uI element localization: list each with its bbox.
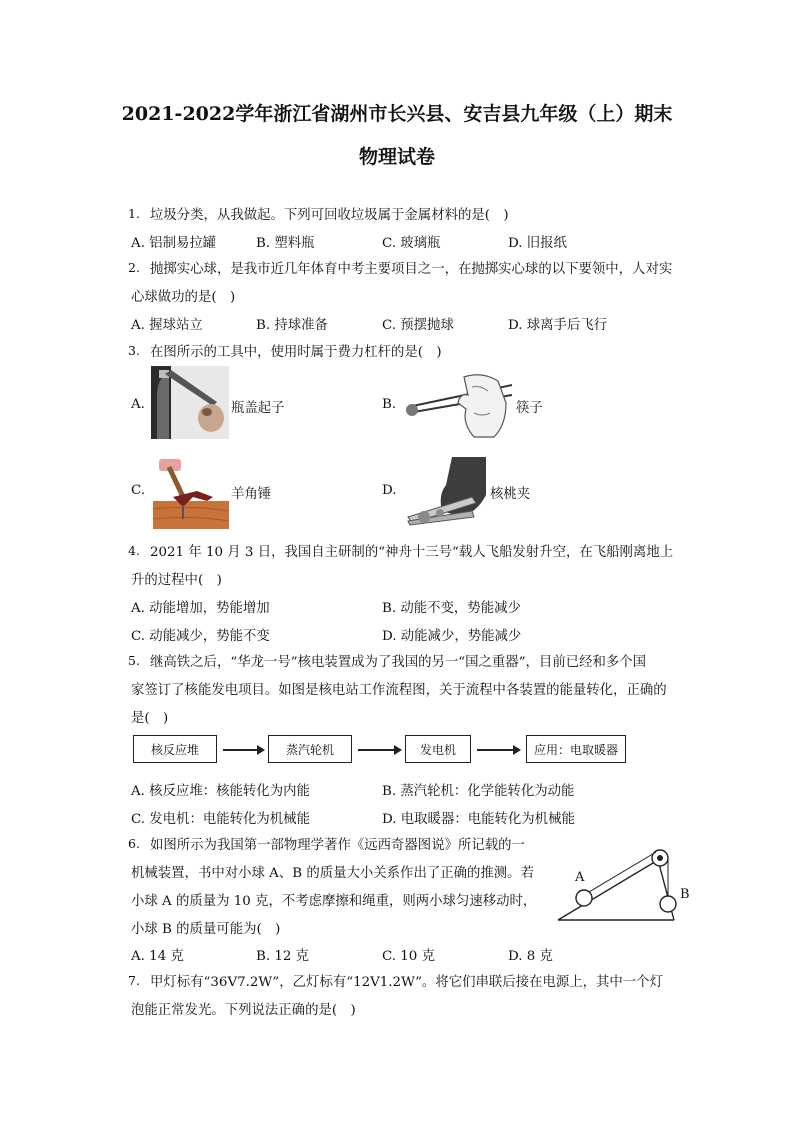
- q5-number: 5.: [128, 653, 140, 668]
- q7-number: 7.: [128, 973, 140, 988]
- q3-caption-a: 瓶盖起子: [231, 401, 285, 416]
- q4-option-b: B. 动能不变，势能减少: [382, 601, 521, 616]
- q3-stem: 在图所示的工具中，使用时属于费力杠杆的是( ): [150, 345, 442, 360]
- q7-stem-line1: 甲灯标有“36V7.2W”，乙灯标有“12V1.2W”。将它们串联后接在电源上，其中一个灯: [150, 975, 663, 990]
- q2-option-b: B. 持球准备: [256, 318, 328, 333]
- claw-hammer-image: [153, 457, 229, 529]
- q2-stem-line1: 抛掷实心球，是我市近几年体育中考主要项目之一，在抛掷实心球的以下要领中，人对实: [150, 262, 673, 277]
- flow-arrow-2: [358, 749, 400, 751]
- q1-option-b: B. 塑料瓶: [256, 236, 315, 251]
- q6-stem-line4: 小球 B 的质量可能为( ): [131, 922, 281, 937]
- ball-b-label: B: [680, 887, 690, 902]
- q6-stem-line3: 小球 A 的质量为 10 克，不考虑摩擦和绳重，则两小球匀速移动时，: [131, 894, 537, 909]
- q4-option-c: C. 动能减少，势能不变: [131, 629, 270, 644]
- q6-stem-line2: 机械装置，书中对小球 A、B 的质量大小关系作出了正确的推测。若: [131, 866, 534, 881]
- q4-stem-line1: 2021 年 10 月 3 日，我国自主研制的“神舟十三号“载人飞船发射升空，在飞船刚离地上: [150, 545, 674, 560]
- q1-option-c: C. 玻璃瓶: [382, 236, 441, 251]
- q5-option-a: A. 核反应堆：核能转化为内能: [131, 784, 310, 799]
- nutcracker-image: [402, 455, 488, 527]
- q4-option-a: A. 动能增加，势能增加: [131, 601, 270, 616]
- paper-title-line1: 2021-2022学年浙江省湖州市长兴县、安吉县九年级（上）期末: [121, 103, 673, 125]
- q1-number: 1.: [128, 206, 140, 221]
- q2-stem-line2: 心球做功的是( ): [131, 290, 236, 305]
- q5-option-d: D. 电取暖器：电能转化为机械能: [382, 812, 575, 827]
- q5-option-b: B. 蒸汽轮机：化学能转化为动能: [382, 784, 575, 799]
- q3-option-b: B.: [382, 397, 397, 412]
- q1-stem: 垃圾分类，从我做起。下列可回收垃圾属于金属材料的是( ): [150, 208, 509, 223]
- q1-option-a: A. 铝制易拉罐: [131, 236, 217, 251]
- q6-option-b: B. 12 克: [256, 949, 310, 964]
- q3-option-c: C.: [131, 483, 146, 498]
- q2-option-d: D. 球离手后飞行: [508, 318, 608, 333]
- q5-stem-line3: 是( ): [131, 711, 169, 726]
- q3-option-a: A.: [131, 397, 145, 412]
- q6-stem-line1: 如图所示为我国第一部物理学著作《远西奇器图说》所记载的一: [150, 838, 525, 853]
- flow-box-heater: 应用：电取暖器: [526, 735, 626, 763]
- q3-option-d: D.: [382, 483, 397, 498]
- chopsticks-image: [402, 373, 514, 441]
- flow-box-reactor: 核反应堆: [133, 735, 217, 763]
- q4-stem-line2: 升的过程中( ): [131, 573, 222, 588]
- q3-caption-d: 核桃夹: [490, 487, 531, 502]
- q4-number: 4.: [128, 543, 140, 558]
- q3-caption-c: 羊角锤: [231, 487, 272, 502]
- q2-number: 2.: [128, 260, 140, 275]
- q4-option-d: D. 动能减少，势能减少: [382, 629, 522, 644]
- flow-arrow-1: [223, 749, 263, 751]
- q2-option-c: C. 预摆抛球: [382, 318, 454, 333]
- q6-option-c: C. 10 克: [382, 949, 435, 964]
- q1-option-d: D. 旧报纸: [508, 236, 567, 251]
- q6-option-a: A. 14 克: [131, 949, 184, 964]
- ball-a-label: A: [575, 870, 585, 885]
- q7-stem-line2: 泡能正常发光。下列说法正确的是( ): [131, 1003, 356, 1018]
- q5-stem-line2: 家签订了核能发电项目。如图是核电站工作流程图，关于流程中各装置的能量转化，正确的: [131, 683, 667, 698]
- flow-box-generator: 发电机: [405, 735, 471, 763]
- q5-stem-line1: 继高铁之后，“华龙一号”核电装置成为了我国的另一“国之重器”，目前已经和多个国: [150, 655, 647, 670]
- q6-option-d: D. 8 克: [508, 949, 553, 964]
- paper-title-line2: 物理试卷: [358, 146, 435, 168]
- flow-arrow-3: [477, 749, 519, 751]
- q3-number: 3.: [128, 343, 140, 358]
- q3-caption-b: 筷子: [516, 401, 543, 416]
- q2-option-a: A. 握球站立: [131, 318, 203, 333]
- flow-box-turbine: 蒸汽轮机: [268, 735, 352, 763]
- bottle-opener-image: [151, 366, 229, 439]
- q5-option-c: C. 发电机：电能转化为机械能: [131, 812, 310, 827]
- q6-number: 6.: [128, 836, 140, 851]
